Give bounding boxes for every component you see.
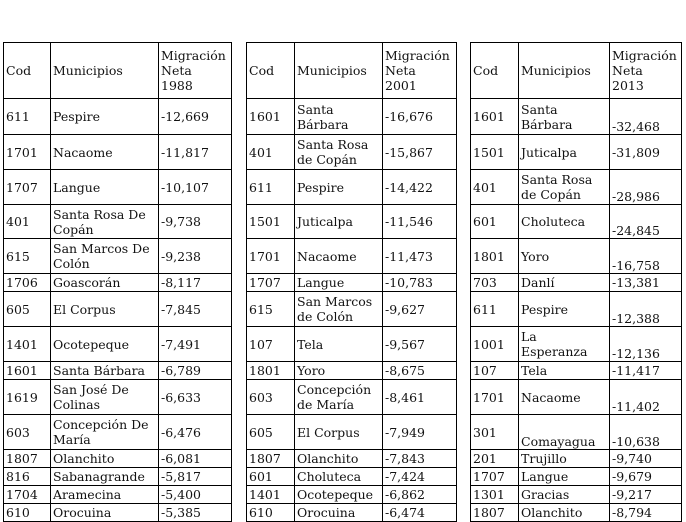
cod-cell: 601 [247,468,295,486]
table-row [471,415,682,450]
cod-cell: 401 [4,205,51,239]
municipio-cell: Santa Rosa De Copán [51,205,159,239]
municipio-cell: Concepción de María [295,380,383,415]
header-cod: Cod [471,43,519,99]
cod-cell: 1707 [247,274,295,292]
value-cell: -7,845 [159,292,232,327]
municipio-cell: Santa Rosa de Copán [295,135,383,170]
table-row [4,450,232,468]
header-migracion-neta: Migración Neta 1988 [159,43,232,99]
table-row [247,239,457,274]
municipio-cell: Tela [295,327,383,362]
table-row [4,292,232,327]
municipio-cell: Yoro [295,362,383,380]
value-cell: -8,675 [383,362,457,380]
cod-cell: 107 [471,362,519,380]
value-cell: -5,400 [159,486,232,504]
cod-cell: 107 [247,327,295,362]
value-cell: -6,474 [383,504,457,522]
table-row [4,380,232,415]
value-cell: -6,476 [159,415,232,450]
municipio-cell: Nacaome [51,135,159,170]
municipio-cell: Santa Bárbara [51,362,159,380]
municipio-cell: El Corpus [51,292,159,327]
table-row [471,468,682,486]
cod-cell: 1801 [247,362,295,380]
value-cell: -5,817 [159,468,232,486]
value-cell: -5,385 [159,504,232,522]
table-row [247,292,457,327]
table-row [4,504,232,522]
municipio-cell: Comayagua [519,415,610,450]
value-cell: -6,633 [159,380,232,415]
value-cell: -12,669 [159,99,232,135]
table-row [247,504,457,522]
table-row [4,205,232,239]
table-row [471,504,682,522]
municipio-cell: Gracias [519,486,610,504]
migration-table-2001 [246,42,457,522]
value-cell: -6,789 [159,362,232,380]
municipio-cell: Langue [51,170,159,205]
table-row [4,468,232,486]
header-migracion-neta: Migración Neta 2001 [383,43,457,99]
table-row [247,450,457,468]
cod-cell: 1301 [471,486,519,504]
cod-cell: 301 [471,415,519,450]
value-cell: -7,949 [383,415,457,450]
municipio-cell: Choluteca [295,468,383,486]
table-row [471,486,682,504]
header-municipios: Municipios [519,43,610,99]
cod-cell: 603 [247,380,295,415]
cod-cell: 615 [247,292,295,327]
cod-cell: 605 [4,292,51,327]
cod-cell: 1706 [4,274,51,292]
municipio-cell: La Esperanza [519,327,610,362]
value-cell: -10,107 [159,170,232,205]
cod-cell: 610 [4,504,51,522]
value-cell: -16,758 [610,239,682,274]
value-cell: -11,417 [610,362,682,380]
table-row [4,135,232,170]
cod-cell: 1807 [4,450,51,468]
municipio-cell: Olanchito [51,450,159,468]
cod-cell: 1801 [471,239,519,274]
cod-cell: 1807 [247,450,295,468]
table-row [471,99,682,135]
municipio-cell: San Marcos De Colón [51,239,159,274]
municipio-cell: Pespire [519,292,610,327]
table-row [247,135,457,170]
municipio-cell: Pespire [295,170,383,205]
cod-cell: 1501 [247,205,295,239]
table-row [4,415,232,450]
table-row [247,362,457,380]
municipio-cell: Choluteca [519,205,610,239]
header-municipios: Municipios [295,43,383,99]
municipio-cell: Aramecina [51,486,159,504]
cod-cell: 1401 [4,327,51,362]
municipio-cell: Trujillo [519,450,610,468]
table-row [471,135,682,170]
value-cell: -9,740 [610,450,682,468]
value-cell: -11,817 [159,135,232,170]
municipio-cell: Danlí [519,274,610,292]
value-cell: -6,862 [383,486,457,504]
cod-cell: 1704 [4,486,51,504]
value-cell: -32,468 [610,99,682,135]
value-cell: -9,738 [159,205,232,239]
municipio-cell: San Marcos de Colón [295,292,383,327]
municipio-cell: Juticalpa [519,135,610,170]
value-cell: -7,424 [383,468,457,486]
header-migracion-neta: Migración Neta 2013 [610,43,682,99]
header-municipios: Municipios [51,43,159,99]
cod-cell: 1601 [4,362,51,380]
value-cell: -9,679 [610,468,682,486]
value-cell: -11,402 [610,380,682,415]
value-cell: -7,491 [159,327,232,362]
table-row [471,170,682,205]
cod-cell: 1701 [247,239,295,274]
value-cell: -31,809 [610,135,682,170]
municipio-cell: Nacaome [295,239,383,274]
value-cell: -9,627 [383,292,457,327]
table-row [4,486,232,504]
municipio-cell: Goascorán [51,274,159,292]
table-row [471,239,682,274]
table-row [4,274,232,292]
value-cell: -9,238 [159,239,232,274]
value-cell: -8,794 [610,504,682,522]
value-cell: -8,461 [383,380,457,415]
value-cell: -15,867 [383,135,457,170]
header-cod: Cod [247,43,295,99]
value-cell: -11,473 [383,239,457,274]
cod-cell: 615 [4,239,51,274]
value-cell: -13,381 [610,274,682,292]
table-row [471,274,682,292]
cod-cell: 703 [471,274,519,292]
table-row [247,327,457,362]
cod-cell: 401 [471,170,519,205]
municipio-cell: El Corpus [295,415,383,450]
cod-cell: 610 [247,504,295,522]
value-cell: -7,843 [383,450,457,468]
value-cell: -10,638 [610,415,682,450]
municipio-cell: Nacaome [519,380,610,415]
value-cell: -10,783 [383,274,457,292]
municipio-cell: Yoro [519,239,610,274]
value-cell: -12,136 [610,327,682,362]
table-row [471,380,682,415]
cod-cell: 1601 [247,99,295,135]
municipio-cell: Orocuina [51,504,159,522]
value-cell: -9,567 [383,327,457,362]
municipio-cell: Santa Bárbara [519,99,610,135]
municipio-cell: Ocotepeque [295,486,383,504]
table-row [247,170,457,205]
municipio-cell: Orocuina [295,504,383,522]
value-cell: -6,081 [159,450,232,468]
table-row [4,170,232,205]
cod-cell: 605 [247,415,295,450]
cod-cell: 601 [471,205,519,239]
municipio-cell: San José De Colinas [51,380,159,415]
cod-cell: 611 [247,170,295,205]
cod-cell: 1501 [471,135,519,170]
table-row [471,205,682,239]
cod-cell: 1401 [247,486,295,504]
cod-cell: 611 [4,99,51,135]
municipio-cell: Ocotepeque [51,327,159,362]
table-row [247,486,457,504]
municipio-cell: Olanchito [519,504,610,522]
table-row [471,292,682,327]
value-cell: -9,217 [610,486,682,504]
municipio-cell: Concepción De María [51,415,159,450]
table-row [4,327,232,362]
cod-cell: 1701 [471,380,519,415]
cod-cell: 401 [247,135,295,170]
cod-cell: 1001 [471,327,519,362]
municipio-cell: Olanchito [295,450,383,468]
value-cell: -8,117 [159,274,232,292]
table-row [247,205,457,239]
municipio-cell: Pespire [51,99,159,135]
value-cell: -11,546 [383,205,457,239]
table-row [471,450,682,468]
table-row [247,468,457,486]
cod-cell: 1807 [471,504,519,522]
cod-cell: 611 [471,292,519,327]
value-cell: -12,388 [610,292,682,327]
table-row [4,99,232,135]
cod-cell: 1707 [4,170,51,205]
cod-cell: 1619 [4,380,51,415]
cod-cell: 603 [4,415,51,450]
cod-cell: 201 [471,450,519,468]
municipio-cell: Sabanagrande [51,468,159,486]
table-row [471,362,682,380]
value-cell: -14,422 [383,170,457,205]
table-row [247,274,457,292]
municipio-cell: Santa Rosa de Copán [519,170,610,205]
municipio-cell: Juticalpa [295,205,383,239]
migration-table-2013 [470,42,682,522]
table-row [247,415,457,450]
cod-cell: 1601 [471,99,519,135]
municipio-cell: Langue [295,274,383,292]
cod-cell: 816 [4,468,51,486]
cod-cell: 1707 [471,468,519,486]
table-row [247,99,457,135]
municipio-cell: Santa Bárbara [295,99,383,135]
value-cell: -16,676 [383,99,457,135]
municipio-cell: Langue [519,468,610,486]
value-cell: -24,845 [610,205,682,239]
table-row [247,380,457,415]
cod-cell: 1701 [4,135,51,170]
table-row [471,327,682,362]
value-cell: -28,986 [610,170,682,205]
header-cod: Cod [4,43,51,99]
table-row [4,239,232,274]
migration-table-1988 [3,42,232,522]
municipio-cell: Tela [519,362,610,380]
table-row [4,362,232,380]
